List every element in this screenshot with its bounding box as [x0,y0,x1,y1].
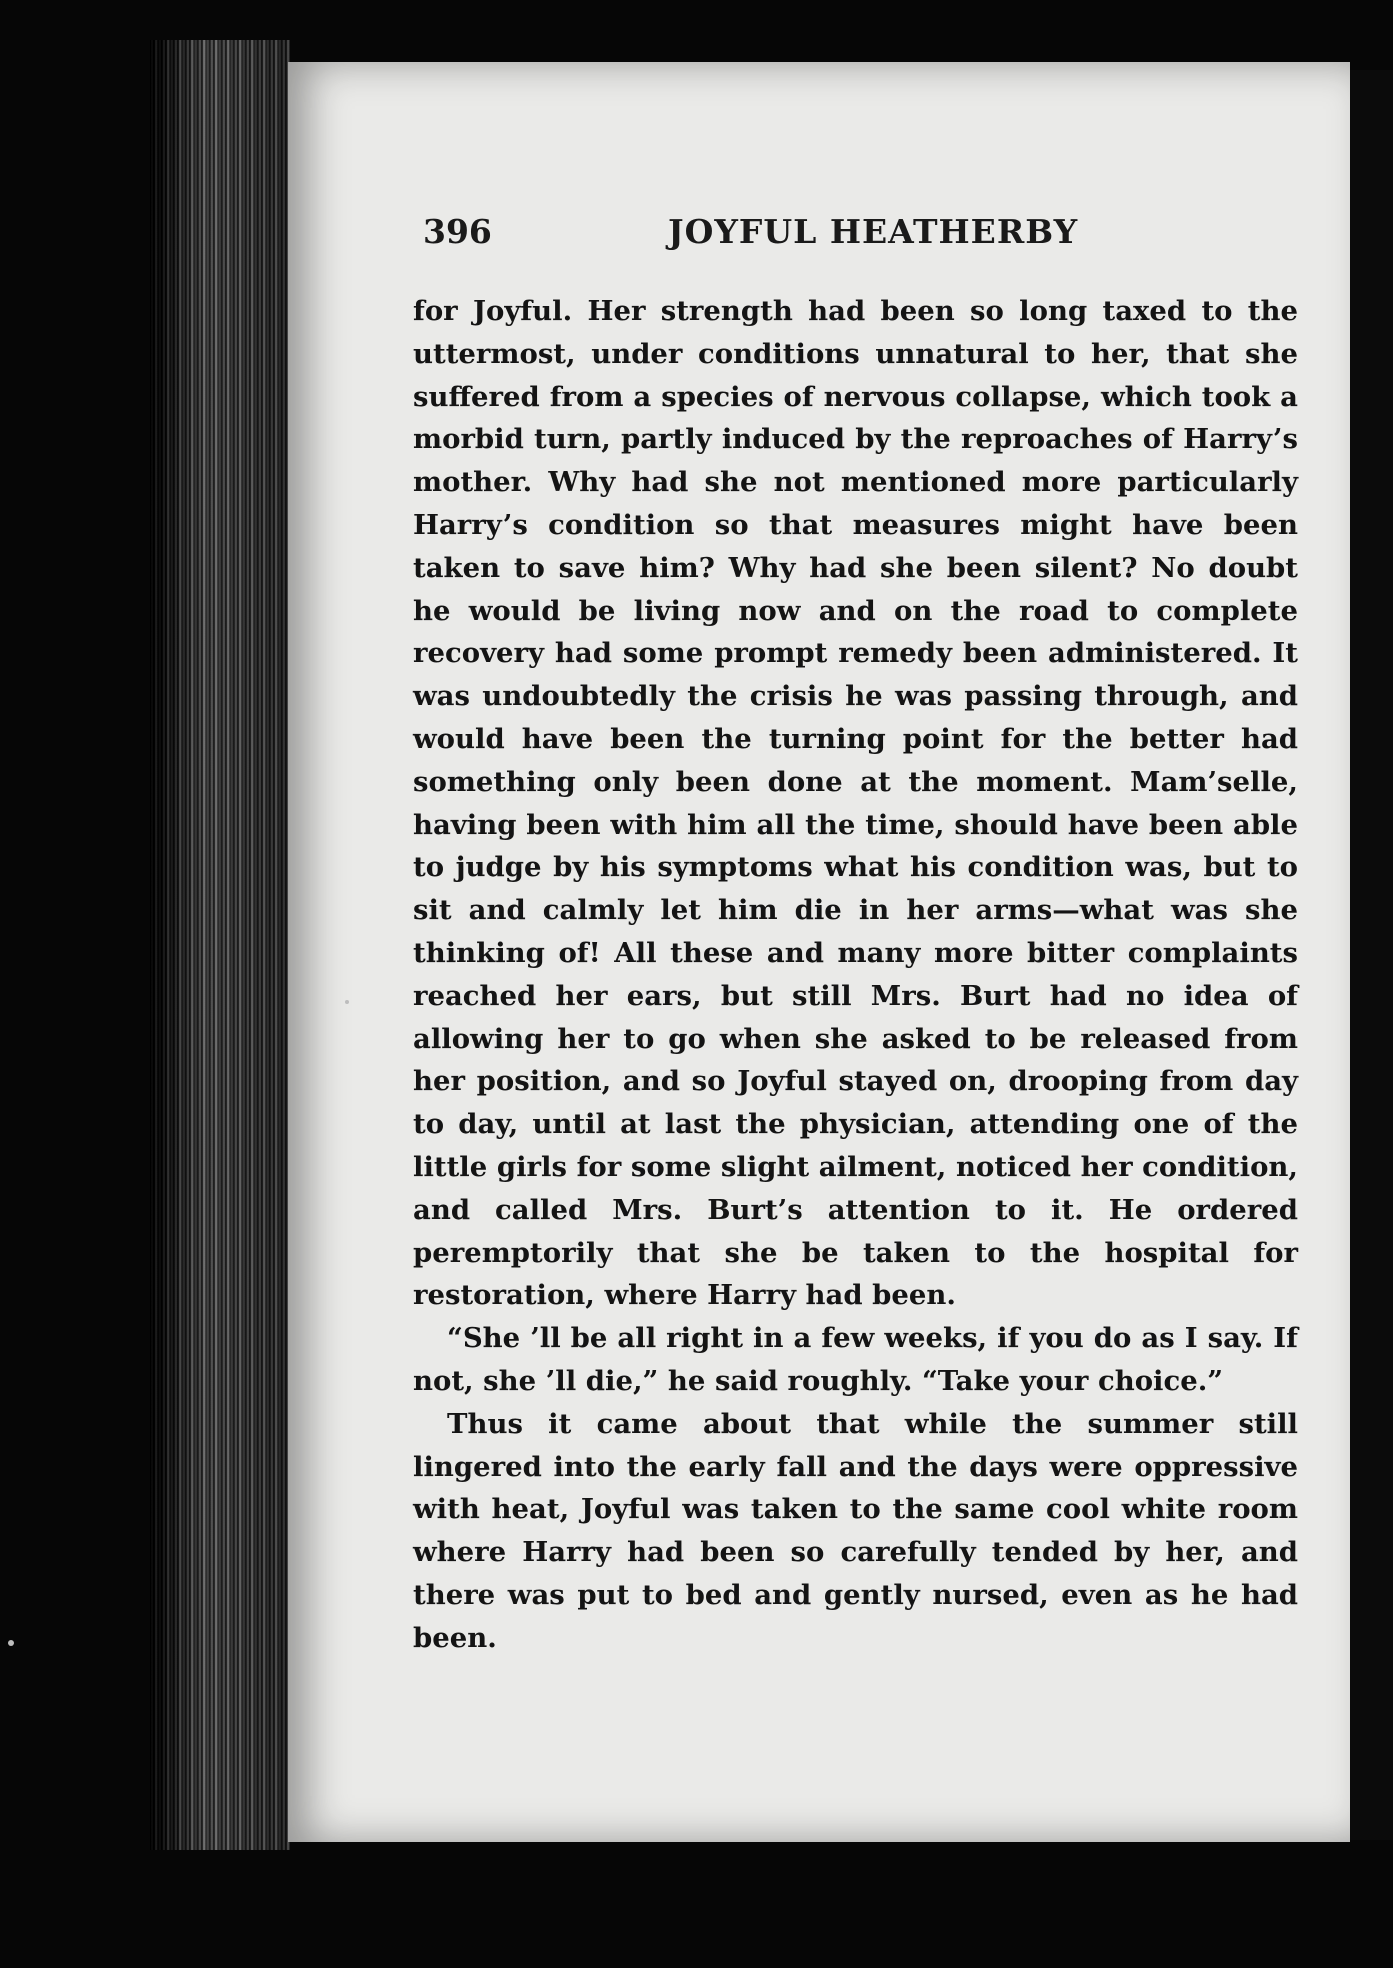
paragraph-2: “She ’ll be all right in a few weeks, if you do as I say. If not, she ’ll die,” he said roughly. “Take your choice.” [413,1322,1298,1397]
body-text [413,290,1298,1660]
scan-speck [345,1000,349,1004]
page-header [288,212,1350,272]
paragraph-1: for Joyful. Her strength had been so long taxed to the uttermost, under conditions unnatural to her, that she suffered from a species of nervous collapse, which took a morbid turn, partly induced by the reproaches of Harry’s mother. Why had she not mentioned more particularly Harry’s condition so that measures might have been taken to save him? Why had she been silent? No doubt he would be living now and on the road to complete recovery had some prompt remedy been administered. It was undoubtedly the crisis he was passing through, and would have been the turning point for the better had something only been done at the moment. Mam’selle, having been with him all the time, should have been able to judge by his symptoms what his condition was, but to sit and calmly let him die in her arms—what was she thinking of! All these and many more bitter complaints reached her ears, but still Mrs. Burt had no idea of allowing her to go when she asked to be released from her position, and so Joyful stayed on, drooping from day to day, until at last the physician, attending one of the little girls for some slight ailment, noticed her condition, and called Mrs. Burt’s attention to it. He ordered peremptorily that she be taken to the hospital for restoration, where Harry had been. [413,295,1298,1312]
page-number: 396 [423,212,492,251]
book-page [288,62,1350,1842]
scan-speck [8,1640,14,1646]
page-fore-edge [150,40,290,1850]
paragraph-3: Thus it came about that while the summer still lingered into the early fall and the days were oppressive with heat, Joyful was taken to the same cool white room where Harry had been so carefully tended by her, and there was put to bed and gently nursed, even as he had been. [413,1407,1298,1654]
running-title: JOYFUL HEATHERBY [668,212,1079,251]
gutter-shadow [1345,70,1393,1840]
